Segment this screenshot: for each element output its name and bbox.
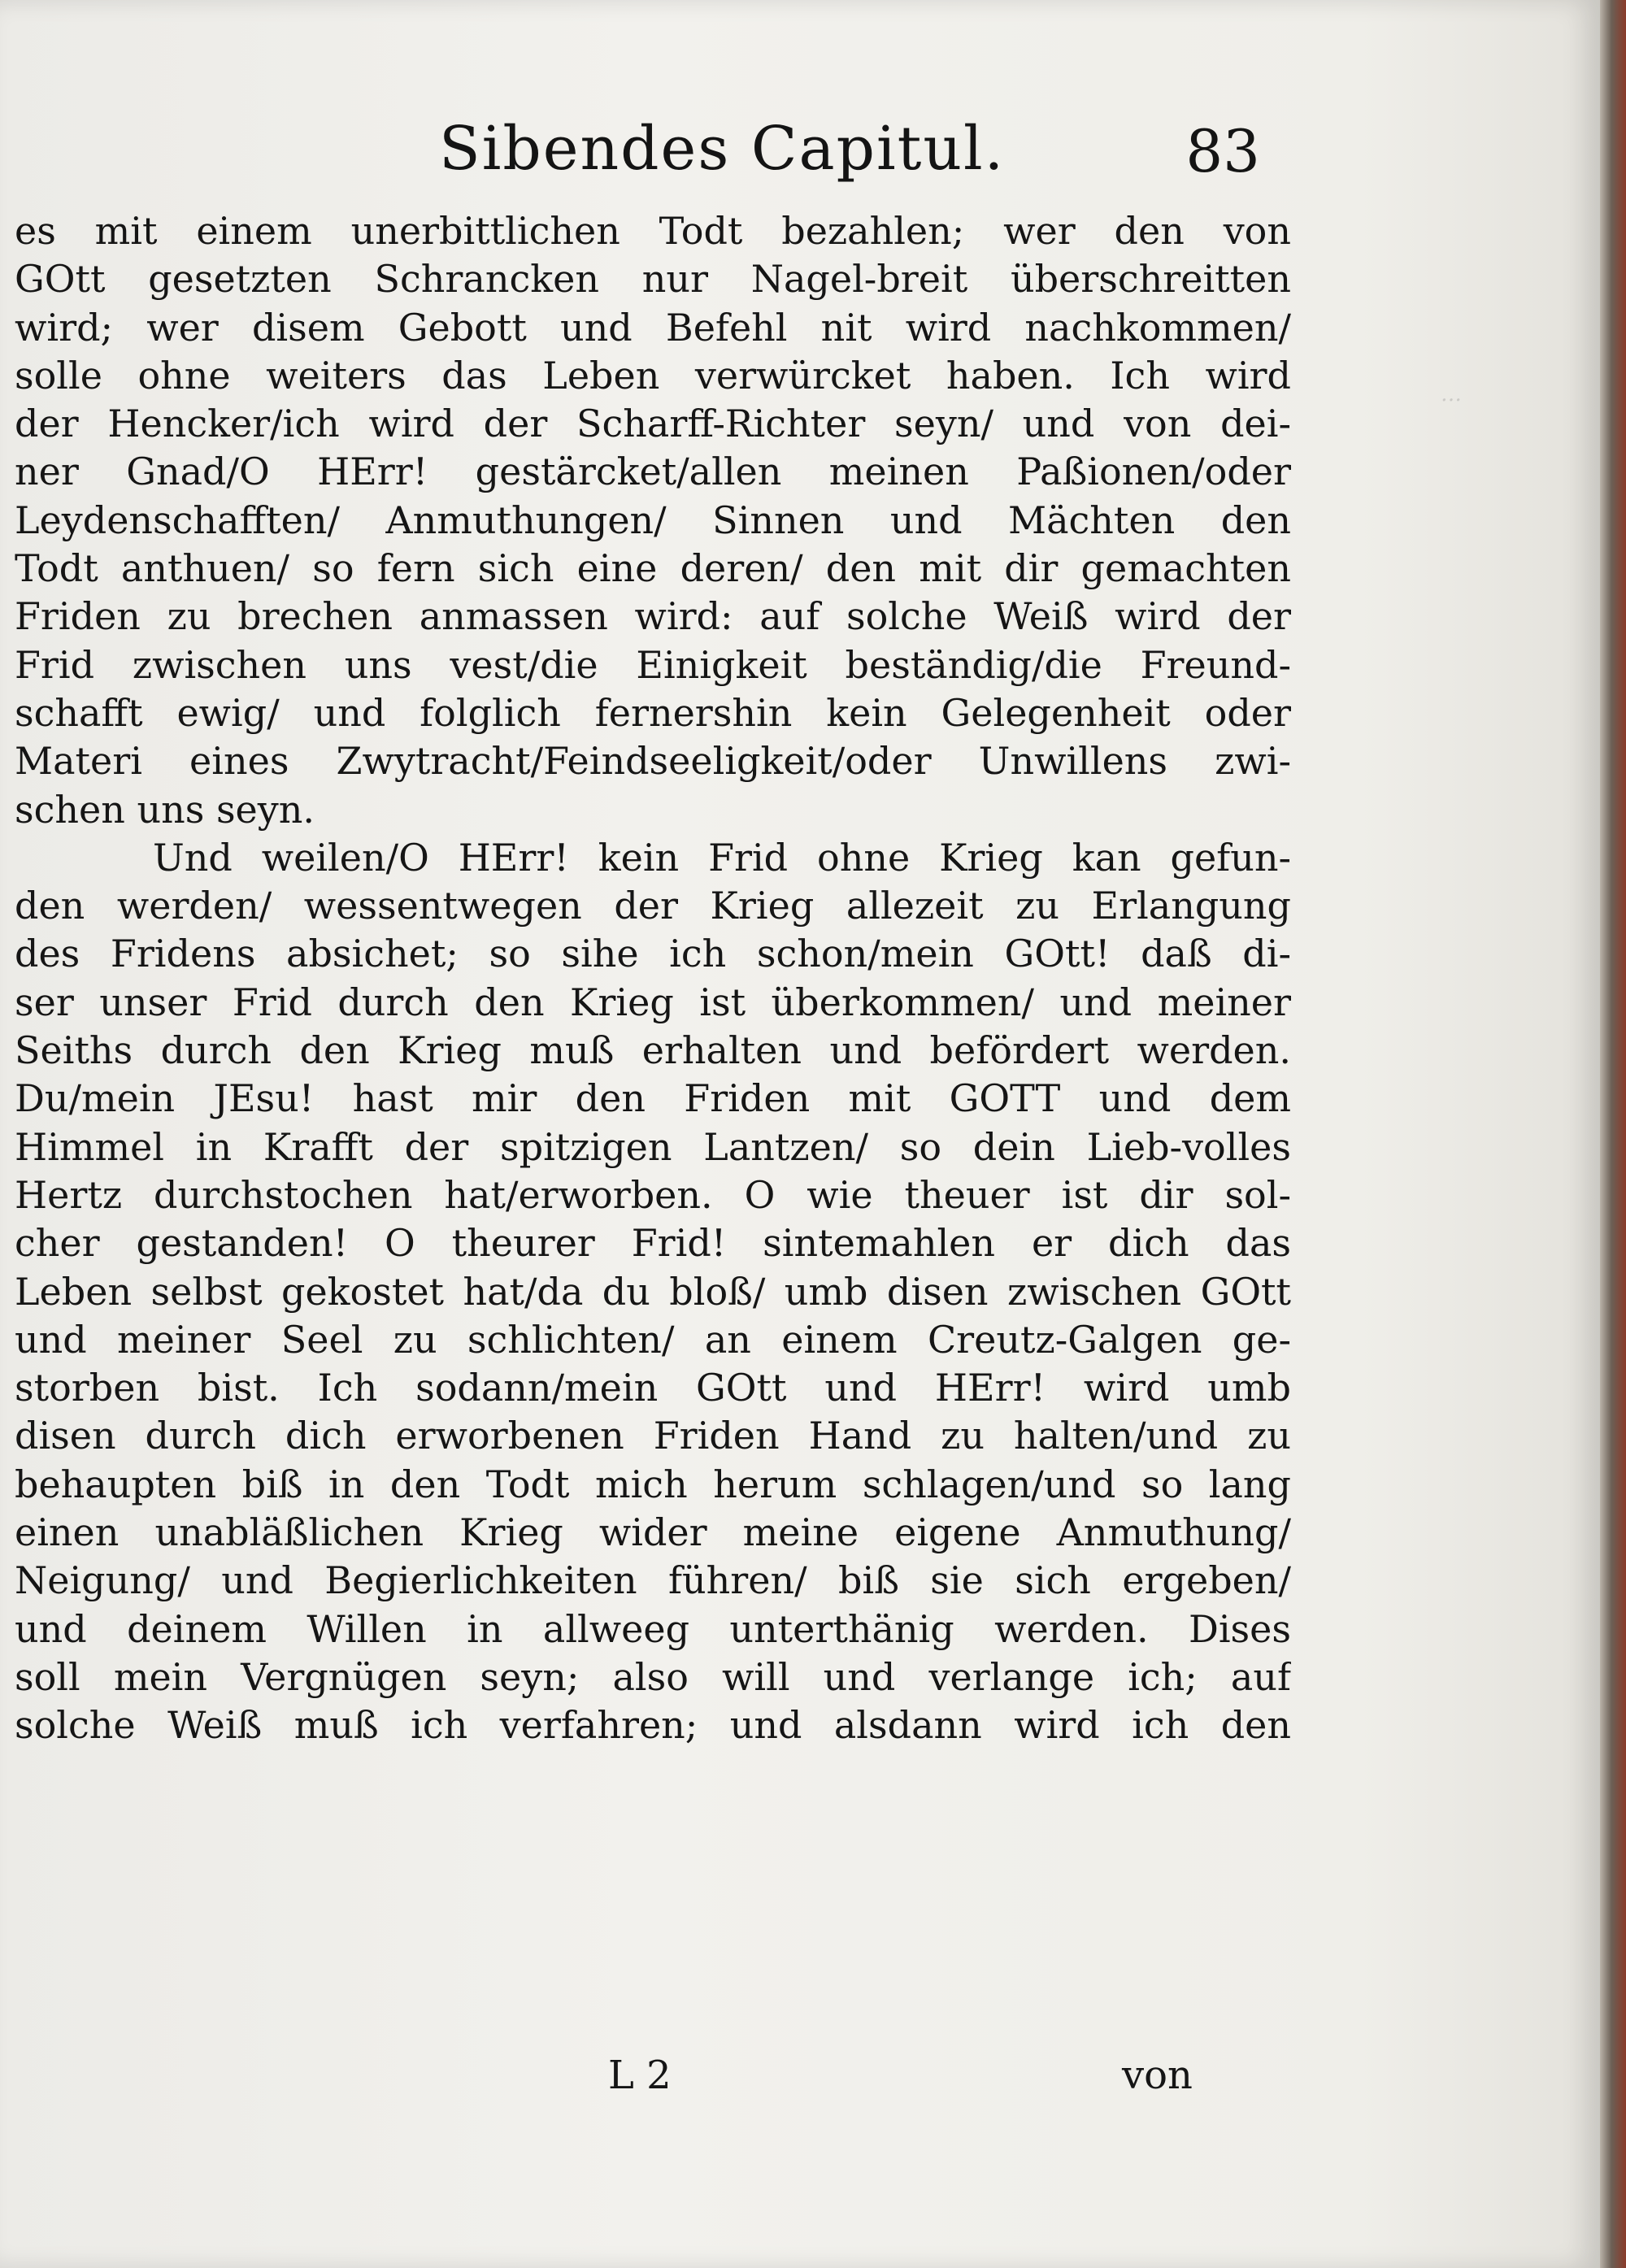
text-line: Himmel in Krafft der spitzigen Lantzen/ so dein Lieb-volles [15, 1124, 1291, 1169]
text-line: Du/mein JEsu! hast mir den Friden mit GOTT und dem [15, 1076, 1291, 1121]
text-line: wird; wer disem Gebott und Befehl nit wird nachkommen/ [15, 305, 1291, 350]
text-line: ser unser Frid durch den Krieg ist überkommen/ und meiner [15, 980, 1291, 1024]
text-line: Und weilen/O HErr! kein Frid ohne Krieg kan gefun- [153, 835, 1291, 880]
text-line: des Fridens absichet; so sihe ich schon/mein GOtt! daß di- [15, 932, 1291, 976]
text-line: cher gestanden! O theurer Frid! sintemahlen er dich das [15, 1221, 1291, 1266]
running-title: Sibendes Capitul. [439, 114, 1006, 184]
text-line: ner Gnad/O HErr! gestärcket/allen meinen Paßionen/oder [15, 450, 1291, 494]
text-line: Neigung/ und Begierlichkeiten führen/ biß sie sich ergeben/ [15, 1558, 1291, 1603]
text-line: Friden zu brechen anmassen wird: auf solche Weiß wird der [15, 594, 1291, 639]
text-line: soll mein Vergnügen seyn; also will und verlange ich; auf [15, 1654, 1291, 1699]
text-line: GOtt gesetzten Schrancken nur Nagel-breit überschreitten [15, 257, 1291, 302]
text-line: solle ohne weiters das Leben verwürcket haben. Ich wird [15, 353, 1291, 398]
text-line: Materi eines Zwytracht/Feindseeligkeit/oder Unwillens zwi- [15, 739, 1291, 784]
text-line: disen durch dich erworbenen Friden Hand zu halten/und zu [15, 1414, 1291, 1458]
signature-mark: L 2 [608, 2053, 672, 2098]
text-line: Leben selbst gekostet hat/da du bloß/ umb disen zwischen GOtt [15, 1269, 1291, 1314]
bleed-through-mark: … [1441, 382, 1462, 406]
text-line: der Hencker/ich wird der Scharff-Richter seyn/ und von dei- [15, 402, 1291, 446]
text-line: Seiths durch den Krieg muß erhalten und befördert werden. [15, 1028, 1291, 1073]
text-line: behaupten biß in den Todt mich herum schlagen/und so lang [15, 1462, 1291, 1506]
text-line: den werden/ wessentwegen der Krieg allezeit zu Erlangung [15, 884, 1291, 928]
catchword: von [1122, 2053, 1193, 2098]
text-line: schafft ewig/ und folglich fernershin kein Gelegenheit oder [15, 690, 1291, 735]
text-line: storben bist. Ich sodann/mein GOtt und HErr! wird umb [15, 1366, 1291, 1410]
text-line: und meiner Seel zu schlichten/ an einem Creutz-Galgen ge- [15, 1317, 1291, 1362]
text-line: und deinem Willen in allweeg unterthänig werden. Dises [15, 1606, 1291, 1651]
text-line: Leydenschafften/ Anmuthungen/ Sinnen und Mächten den [15, 497, 1291, 542]
text-line: Hertz durchstochen hat/erworben. O wie theuer ist dir sol- [15, 1172, 1291, 1217]
text-line: Frid zwischen uns vest/die Einigkeit beständig/die Freund- [15, 642, 1291, 687]
text-line: schen uns seyn. [15, 787, 315, 832]
page-footer [0, 2053, 1600, 2118]
text-line: Todt anthuen/ so fern sich eine deren/ den mit dir gemachten [15, 546, 1291, 591]
page-header [439, 114, 1276, 203]
text-line: einen unabläßlichen Krieg wider meine eigene Anmuthung/ [15, 1510, 1291, 1555]
book-edge [1600, 0, 1626, 2268]
text-line: solche Weiß muß ich verfahren; und alsdann wird ich den [15, 1703, 1291, 1748]
page-number: 83 [1185, 117, 1260, 185]
text-line: es mit einem unerbittlichen Todt bezahlen; wer den von [15, 209, 1291, 253]
body-text [15, 207, 1291, 1750]
